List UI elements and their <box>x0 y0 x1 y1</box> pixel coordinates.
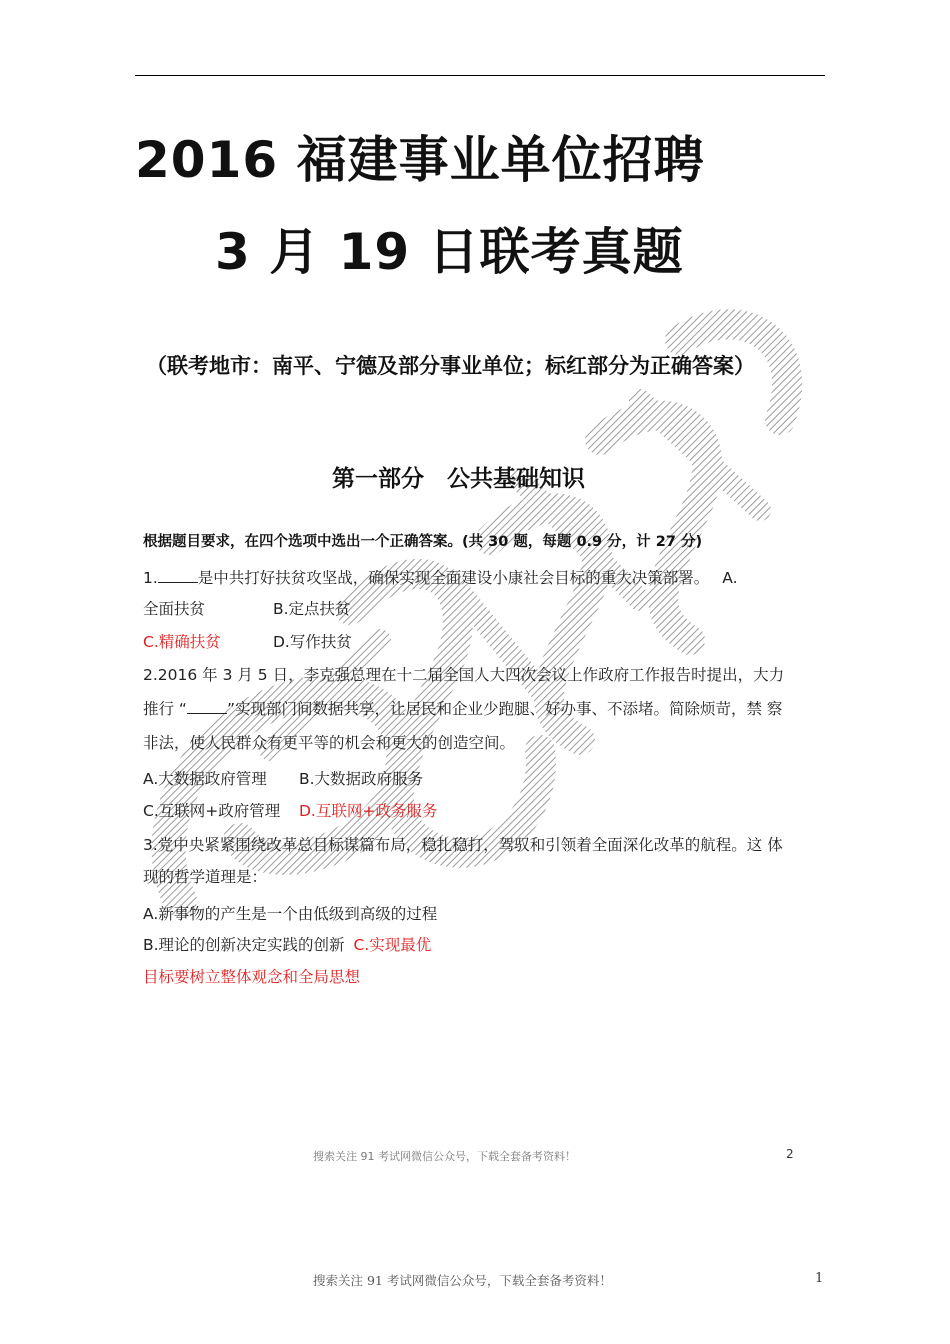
q2-options-row-2 <box>143 799 438 821</box>
q1-options-row-2 <box>143 630 352 652</box>
q2-option-a: A.大数据政府管理 <box>143 770 267 788</box>
q1-option-b: B.定点扶贫 <box>273 600 351 618</box>
q3-option-c-answer: C.实现最优 <box>353 936 432 954</box>
q1-option-d: D.写作扶贫 <box>273 633 352 651</box>
document-title-line-1: 2016 福建事业单位招聘 <box>135 131 705 189</box>
q3-line-1: 3.党中央紧紧围绕改革总目标谋篇布局，稳扎稳打，驾驭和引领着全面深化改革的航程。这 体 <box>143 836 783 854</box>
q2-line-2 <box>143 697 782 719</box>
q2-options-row-1 <box>143 767 424 789</box>
q2-line-2-post: ”实现部门间数据共享，让居民和企业少跑腿、好办事、不添堵。简除烦苛，禁 察 <box>226 700 783 718</box>
document-title-line-2: 3 月 19 日联考真题 <box>215 223 684 281</box>
q1-stem: 是中共打好扶贫攻坚战，确保实现全面建设小康社会目标的重大决策部署。 <box>197 569 710 587</box>
q3-answer-continuation: 目标要树立整体观念和全局思想 <box>143 968 361 986</box>
q2-option-c: C.互联网+政府管理 <box>143 802 281 820</box>
document-subtitle: （联考地市：南平、宁德及部分事业单位；标红部分为正确答案） <box>146 354 755 378</box>
section-heading: 第一部分 公共基础知识 <box>332 466 585 492</box>
q3-option-b: B.理论的创新决定实践的创新 <box>143 936 345 954</box>
q2-line-3: 非法，使人民群众有更平等的机会和更大的创造空间。 <box>143 734 516 752</box>
q1-stem-line <box>143 566 738 588</box>
q1-options-row-1 <box>143 597 351 619</box>
q3-option-a: A.新事物的产生是一个由低级到高级的过程 <box>143 905 438 923</box>
top-rule <box>135 75 825 76</box>
q1-option-a: 全面扶贫 <box>143 600 206 618</box>
instructions: 根据题目要求，在四个选项中选出一个正确答案。(共 30 题，每题 0.9 分，计 27 分) <box>143 534 703 550</box>
q1-option-c-answer: C.精确扶贫 <box>143 633 221 651</box>
q2-line-2-pre: 推行 “ <box>143 700 187 718</box>
outer-page-number: 1 <box>815 1271 824 1286</box>
q3-options-row <box>143 933 431 955</box>
q2-option-b: B.大数据政府服务 <box>299 770 424 788</box>
q3-line-2: 现的哲学道理是： <box>143 868 268 886</box>
q2-blank <box>187 699 227 714</box>
q1-blank <box>158 568 198 583</box>
inner-page-number: 2 <box>786 1147 794 1161</box>
q1-number: 1. <box>143 569 158 587</box>
inner-footer-text: 搜索关注 91 考试网微信公众号，下载全套备考资料！ <box>313 1150 576 1163</box>
outer-footer-text: 搜索关注 91 考试网微信公众号，下载全套备考资料！ <box>313 1273 612 1288</box>
q2-option-d-answer: D.互联网+政务服务 <box>299 802 438 820</box>
q1-option-a-label: A. <box>722 569 738 587</box>
q2-line-1: 2.2016 年 3 月 5 日，李克强总理在十二届全国人大四次会议上作政府工作报告时提出，大力 <box>143 666 785 684</box>
